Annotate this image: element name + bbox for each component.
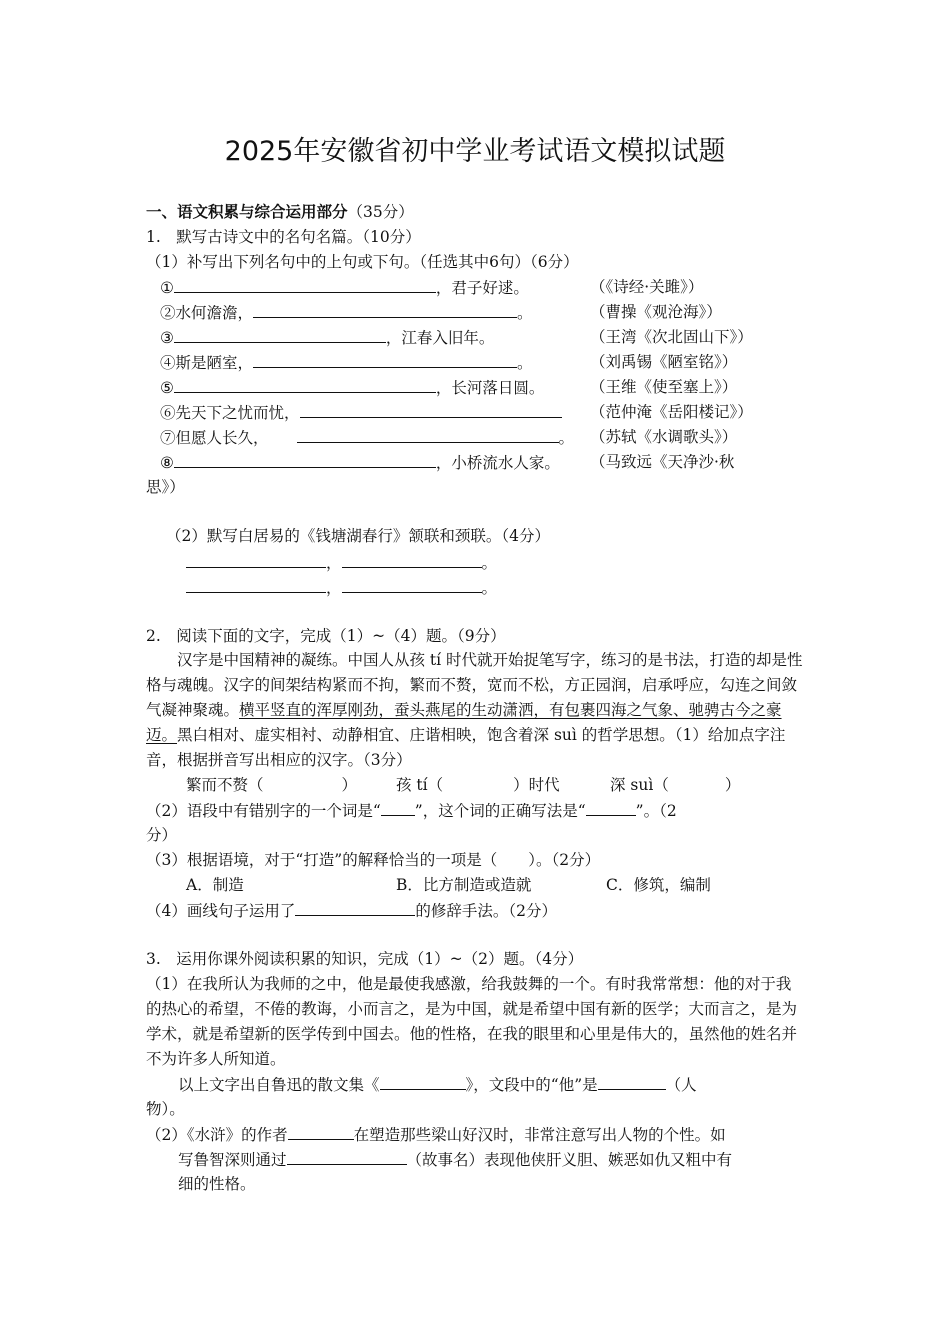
- q2-sub2: [146, 798, 677, 823]
- q1-item-8: [160, 450, 560, 475]
- question-text: 写鲁智深则通过: [178, 1151, 287, 1169]
- pinyin-label: ）时代: [513, 776, 560, 794]
- comma: ，: [326, 579, 342, 597]
- answer-blank[interactable]: [297, 425, 559, 443]
- q2-sub3: （3）根据语境，对于“打造”的解释恰当的一项是（ ）。（2分）: [146, 851, 601, 869]
- item-source: （马致远《天净沙·秋: [590, 453, 735, 471]
- question-text: ”。（2: [635, 802, 677, 820]
- answer-blank[interactable]: [300, 400, 562, 418]
- answer-blank[interactable]: [586, 798, 636, 816]
- answer-blank[interactable]: [186, 575, 326, 593]
- pinyin-label: ）: [341, 776, 358, 794]
- pinyin-item-3: [610, 773, 740, 797]
- answer-blank[interactable]: [380, 1072, 466, 1090]
- item-number: ②: [160, 304, 176, 322]
- passage-text: 黑白相对、虚实相衬、动静相宜、庄谐相映，饱含着深 suì 的哲学思想。（1）给加点字注音，根据拼音写出相应的汉字。（3分）: [146, 726, 786, 769]
- option-b[interactable]: B．比方制造或造就: [396, 876, 532, 894]
- q3-sub2-line2: [178, 1147, 732, 1172]
- answer-blank[interactable]: [253, 300, 517, 318]
- item-source: （苏轼《水调歌头》）: [590, 428, 738, 446]
- answer-blank[interactable]: [287, 1147, 407, 1165]
- q1-item-3: [160, 325, 494, 350]
- q3-sub2-line3: 细的性格。: [178, 1175, 256, 1193]
- pinyin-label: 深 suì（: [610, 776, 669, 794]
- answer-blank[interactable]: [288, 1122, 354, 1140]
- answer-blank[interactable]: [342, 575, 482, 593]
- q2-sub2-wrap: 分）: [146, 826, 178, 844]
- item-source: （范仲淹《岳阳楼记》）: [590, 403, 753, 421]
- item-number: ⑥: [160, 404, 176, 422]
- item-text: 但愿人长久，: [175, 429, 269, 447]
- q1-item-2: [160, 300, 533, 325]
- answer-blank[interactable]: [174, 275, 436, 293]
- underlined-sentence: 横平竖直的浑厚刚劲，蚕头燕尾的生动潇洒，有包裹四海之气象、驰骋古今之豪迈。: [146, 701, 782, 744]
- item-text: 斯是陋室，: [175, 354, 254, 372]
- q1-item-5: [160, 375, 544, 400]
- question-text: （人: [665, 1076, 697, 1094]
- q1-sub1: （1）补写出下列名句中的上句或下句。（任选其中6句）（6分）: [146, 253, 579, 271]
- answer-blank[interactable]: [342, 550, 482, 568]
- section-score: （35分）: [347, 203, 414, 221]
- answer-blank[interactable]: [598, 1072, 666, 1090]
- section-heading: [146, 200, 414, 224]
- item-text: 先天下之忧而忧，: [175, 404, 300, 422]
- q3-sub2-line1: [146, 1122, 726, 1147]
- pinyin-label: ）: [724, 776, 741, 794]
- q1-item-6: [160, 400, 562, 425]
- item-number: ⑧: [160, 454, 174, 472]
- q3-passage: （1）在我所认为我师的之中，他是最使我感激，给我鼓舞的一个。有时我常常想：他的对于我的热心的希望，不倦的教诲，小而言之，是为中国，就是希望中国有新的医学；大而言之，是为学术，就是希望新的医学传到中国去。他的性格，在我的眼里和心里是伟大的，虽然他的姓名并不为许多人所知道。: [146, 975, 798, 1068]
- q1-stem: 1. 默写古诗文中的名句名篇。（10分）: [146, 228, 421, 246]
- pinyin-label: 孩 tí（: [396, 776, 444, 794]
- question-text: 以上文字出自鲁迅的散文集《: [178, 1076, 380, 1094]
- q3-sub1-question: [178, 1072, 697, 1097]
- poem-blank-row-1: [186, 550, 497, 575]
- answer-blank[interactable]: [186, 550, 326, 568]
- item-number: ④: [160, 354, 176, 372]
- question-text: 》，文段中的“他”是: [465, 1076, 598, 1094]
- pinyin-label: 繁而不赘（: [186, 776, 264, 794]
- item-text: 。: [558, 429, 575, 447]
- answer-blank[interactable]: [174, 325, 386, 343]
- question-text: （故事名）表现他侠肝义胆、嫉恶如仇又粗中有: [406, 1151, 733, 1169]
- option-c[interactable]: C．修筑，编制: [606, 876, 711, 894]
- q3-stem: 3. 运用你课外阅读积累的知识，完成（1）~（2）题。（4分）: [146, 950, 584, 968]
- item-source: （刘禹锡《陋室铭》）: [590, 353, 738, 371]
- answer-blank[interactable]: [174, 450, 436, 468]
- q3-sub1-wrap: 物）。: [146, 1100, 185, 1118]
- item-text: 。: [517, 304, 533, 322]
- q1-sub2: （2）默写白居易的《钱塘湖春行》颔联和颈联。（4分）: [166, 527, 550, 545]
- q1-item-7: [160, 425, 574, 450]
- answer-blank[interactable]: [381, 798, 415, 816]
- item-source-wrap: 思》）: [146, 478, 185, 496]
- question-text: （2）《水浒》的作者: [146, 1126, 288, 1144]
- answer-blank[interactable]: [253, 350, 517, 368]
- item-text: ，长河落日圆。: [435, 379, 545, 397]
- q2-stem: 2. 阅读下面的文字，完成（1）~（4）题。（9分）: [146, 627, 506, 645]
- poem-blank-row-2: [186, 575, 497, 600]
- question-text: （2）语段中有错别字的一个词是“: [146, 802, 381, 820]
- item-number: ③: [160, 329, 174, 347]
- question-text: 在塑造那些梁山好汉时，非常注意写出人物的个性。如: [353, 1126, 726, 1144]
- answer-blank[interactable]: [295, 898, 415, 916]
- item-text: ，江春入旧年。: [385, 329, 495, 347]
- item-number: ①: [160, 279, 174, 297]
- comma: ，: [326, 554, 342, 572]
- question-text: ”，这个词的正确写法是“: [414, 802, 586, 820]
- item-source: （王维《使至塞上》）: [590, 378, 738, 396]
- item-source: （《诗经·关雎》）: [590, 278, 704, 296]
- item-text: ，小桥流水人家。: [435, 454, 560, 472]
- option-a[interactable]: A．制造: [186, 876, 244, 894]
- period: 。: [481, 554, 498, 572]
- item-number: ⑤: [160, 379, 174, 397]
- period: 。: [481, 579, 498, 597]
- item-number: ⑦: [160, 429, 176, 447]
- passage-text: 汉字是中国精神的凝练。中国人从孩 tí 时代就开始捉笔写字，练习的是书法，打造的却是性格与魂魄。汉字的间架结构紧而不拘，繁而不赘，宽而不松，方正园润，启承呼应，勾连之间敛气凝神聚魂。: [146, 651, 803, 719]
- q2-passage: [146, 648, 806, 773]
- pinyin-item-1: [186, 773, 357, 797]
- answer-blank[interactable]: [174, 375, 436, 393]
- question-text: （4）画线句子运用了: [146, 902, 296, 920]
- item-text: 水何澹澹，: [175, 304, 254, 322]
- item-text: ，君子好逑。: [435, 279, 529, 297]
- page-title: 2025年安徽省初中学业考试语文模拟试题: [224, 136, 726, 167]
- section-heading-text: 一、语文积累与综合运用部分: [146, 202, 348, 221]
- q1-item-4: [160, 350, 533, 375]
- q2-sub4: [146, 898, 557, 923]
- pinyin-item-2: [396, 773, 560, 797]
- q1-item-1: [160, 275, 529, 300]
- item-source: （曹操《观沧海》）: [590, 303, 722, 321]
- item-text: 。: [517, 354, 533, 372]
- item-source: （王湾《次北固山下》）: [590, 328, 753, 346]
- question-text: 的修辞手法。（2分）: [415, 902, 557, 920]
